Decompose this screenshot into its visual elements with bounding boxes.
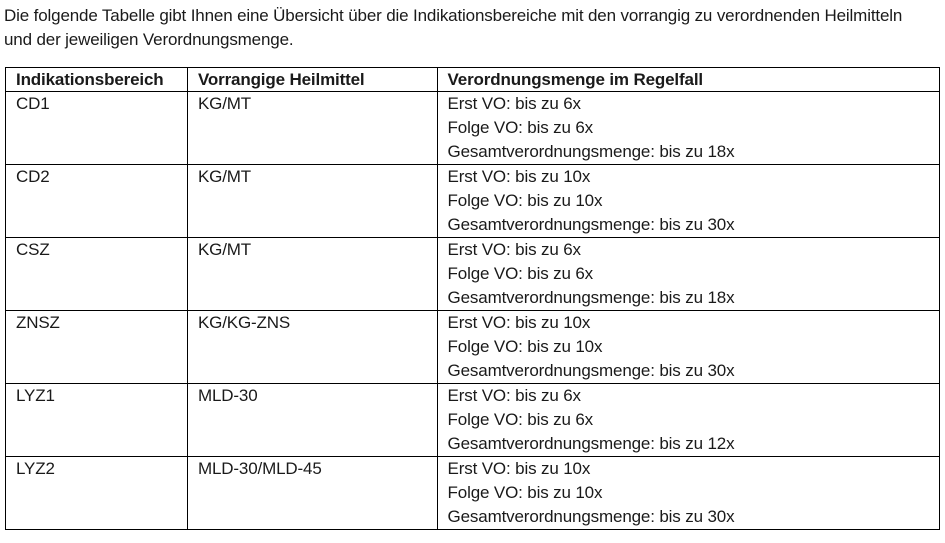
erst-vo: Erst VO: bis zu 6x bbox=[447, 386, 581, 405]
cell-bereich: CD2 bbox=[6, 165, 188, 238]
cell-verordnungsmenge bbox=[437, 457, 939, 530]
gesamt-menge: Gesamtverordnungsmenge: bis zu 12x bbox=[447, 434, 735, 453]
intro-paragraph bbox=[4, 4, 944, 52]
cell-heilmittel: KG/MT bbox=[187, 238, 437, 311]
intro-line-2: und der jeweiligen Verordnungsmenge. bbox=[4, 30, 294, 49]
gesamt-menge: Gesamtverordnungsmenge: bis zu 30x bbox=[447, 507, 735, 526]
cell-heilmittel: KG/MT bbox=[187, 92, 437, 165]
erst-vo: Erst VO: bis zu 6x bbox=[447, 94, 581, 113]
cell-verordnungsmenge bbox=[437, 384, 939, 457]
folge-vo: Folge VO: bis zu 10x bbox=[447, 483, 603, 502]
indication-table bbox=[5, 67, 940, 530]
gesamt-menge: Gesamtverordnungsmenge: bis zu 18x bbox=[447, 142, 735, 161]
cell-bereich: CD1 bbox=[6, 92, 188, 165]
folge-vo: Folge VO: bis zu 6x bbox=[447, 410, 594, 429]
folge-vo: Folge VO: bis zu 10x bbox=[447, 191, 603, 210]
table-row bbox=[6, 165, 940, 238]
table-row bbox=[6, 457, 940, 530]
cell-bereich: LYZ2 bbox=[6, 457, 188, 530]
table-header-row bbox=[6, 68, 940, 92]
cell-bereich: CSZ bbox=[6, 238, 188, 311]
cell-verordnungsmenge bbox=[437, 238, 939, 311]
folge-vo: Folge VO: bis zu 10x bbox=[447, 337, 603, 356]
erst-vo: Erst VO: bis zu 10x bbox=[447, 459, 591, 478]
header-indikationsbereich: Indikationsbereich bbox=[6, 68, 188, 92]
gesamt-menge: Gesamtverordnungsmenge: bis zu 18x bbox=[447, 288, 735, 307]
table-row bbox=[6, 92, 940, 165]
intro-line-1: Die folgende Tabelle gibt Ihnen eine Übersicht über die Indikationsbereiche mit den vorrangig zu verordnenden Heilmitteln bbox=[4, 6, 903, 25]
table-row bbox=[6, 238, 940, 311]
cell-verordnungsmenge bbox=[437, 165, 939, 238]
cell-bereich: ZNSZ bbox=[6, 311, 188, 384]
cell-heilmittel: MLD-30/MLD-45 bbox=[187, 457, 437, 530]
cell-verordnungsmenge bbox=[437, 311, 939, 384]
cell-heilmittel: KG/KG-ZNS bbox=[187, 311, 437, 384]
erst-vo: Erst VO: bis zu 6x bbox=[447, 240, 581, 259]
folge-vo: Folge VO: bis zu 6x bbox=[447, 118, 594, 137]
cell-heilmittel: KG/MT bbox=[187, 165, 437, 238]
cell-heilmittel: MLD-30 bbox=[187, 384, 437, 457]
gesamt-menge: Gesamtverordnungsmenge: bis zu 30x bbox=[447, 215, 735, 234]
table-row bbox=[6, 311, 940, 384]
folge-vo: Folge VO: bis zu 6x bbox=[447, 264, 594, 283]
cell-verordnungsmenge bbox=[437, 92, 939, 165]
erst-vo: Erst VO: bis zu 10x bbox=[447, 167, 591, 186]
cell-bereich: LYZ1 bbox=[6, 384, 188, 457]
header-vorrangige-heilmittel: Vorrangige Heilmittel bbox=[187, 68, 437, 92]
gesamt-menge: Gesamtverordnungsmenge: bis zu 30x bbox=[447, 361, 735, 380]
table-row bbox=[6, 384, 940, 457]
erst-vo: Erst VO: bis zu 10x bbox=[447, 313, 591, 332]
header-verordnungsmenge: Verordnungsmenge im Regelfall bbox=[437, 68, 939, 92]
